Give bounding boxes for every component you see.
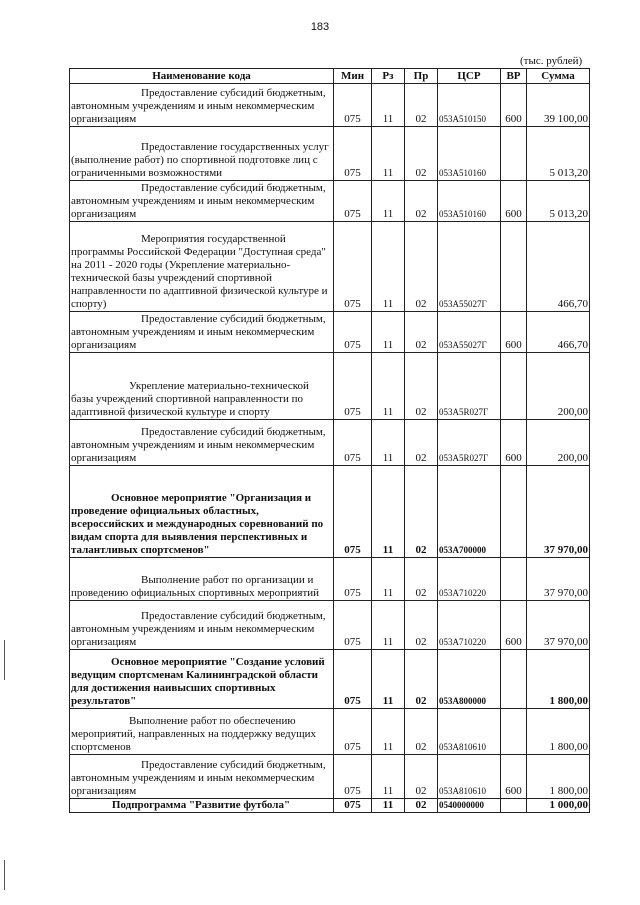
row-sum: 1 800,00 (527, 755, 590, 799)
row-rz: 11 (372, 799, 405, 813)
header-sum: Сумма (527, 69, 590, 84)
row-sum: 37 970,00 (527, 558, 590, 601)
row-vr (501, 222, 527, 312)
table-row (70, 222, 590, 312)
row-sum: 200,00 (527, 353, 590, 420)
row-pr: 02 (405, 799, 438, 813)
row-rz: 11 (372, 709, 405, 755)
table-row (70, 650, 590, 709)
table-row (70, 558, 590, 601)
row-vr (501, 353, 527, 420)
row-sum: 1 000,00 (527, 799, 590, 813)
row-name: Предоставление субсидий бюджетным, автономным учреждениям и иным некоммерческим организациям (70, 601, 334, 650)
row-name: Подпрограмма "Развитие футбола" (70, 799, 334, 813)
row-sum: 466,70 (527, 312, 590, 353)
row-vr (501, 466, 527, 558)
row-csr: 053A710220 (438, 558, 501, 601)
row-csr: 053A55027Г (438, 312, 501, 353)
table-row (70, 127, 590, 181)
row-min: 075 (334, 353, 372, 420)
row-vr: 600 (501, 420, 527, 466)
row-min: 075 (334, 420, 372, 466)
row-vr: 600 (501, 312, 527, 353)
row-sum: 1 800,00 (527, 650, 590, 709)
row-name: Основное мероприятие "Организация и проведение официальных областных, всероссийских и международных соревнований по видам спорта для выявления перспективных и талантливых спортсменов" (70, 466, 334, 558)
scan-margin-mark (4, 640, 5, 680)
row-csr: 053A700000 (438, 466, 501, 558)
row-csr: 0540000000 (438, 799, 501, 813)
row-min: 075 (334, 799, 372, 813)
table-row (70, 709, 590, 755)
row-sum: 37 970,00 (527, 601, 590, 650)
row-pr: 02 (405, 353, 438, 420)
row-sum: 5 013,20 (527, 181, 590, 222)
row-csr: 053A800000 (438, 650, 501, 709)
row-rz: 11 (372, 181, 405, 222)
row-rz: 11 (372, 466, 405, 558)
header-pr: Пр (405, 69, 438, 84)
row-csr: 053A510150 (438, 84, 501, 127)
row-vr (501, 558, 527, 601)
row-pr: 02 (405, 601, 438, 650)
page-number: 183 (310, 21, 330, 33)
row-rz: 11 (372, 222, 405, 312)
units-label: (тыс. рублей) (520, 55, 583, 67)
row-min: 075 (334, 601, 372, 650)
row-name: Основное мероприятие "Создание условий ведущим спортсменам Калининградской области для достижения наивысших спортивных результатов" (70, 650, 334, 709)
row-rz: 11 (372, 127, 405, 181)
table-row (70, 353, 590, 420)
row-csr: 053A510160 (438, 127, 501, 181)
row-pr: 02 (405, 709, 438, 755)
row-csr: 053A810610 (438, 709, 501, 755)
row-min: 075 (334, 312, 372, 353)
table-row (70, 601, 590, 650)
row-sum: 200,00 (527, 420, 590, 466)
row-csr: 053A510160 (438, 181, 501, 222)
row-min: 075 (334, 466, 372, 558)
row-vr (501, 650, 527, 709)
row-pr: 02 (405, 312, 438, 353)
row-rz: 11 (372, 755, 405, 799)
row-rz: 11 (372, 312, 405, 353)
row-vr (501, 799, 527, 813)
row-name: Предоставление субсидий бюджетным, автономным учреждениям и иным некоммерческим организациям (70, 755, 334, 799)
row-name: Мероприятия государственной программы Российской Федерации "Доступная среда" на 2011 - 2020 годы (Укрепление материально-технической базы учреждений спортивной направленности по адаптивной физической культуре и спорту) (70, 222, 334, 312)
row-csr: 053A5R027Г (438, 420, 501, 466)
row-rz: 11 (372, 420, 405, 466)
row-pr: 02 (405, 466, 438, 558)
table-total-row (70, 799, 590, 813)
row-csr: 053A710220 (438, 601, 501, 650)
row-name: Предоставление субсидий бюджетным, автономным учреждениям и иным некоммерческим организациям (70, 420, 334, 466)
row-min: 075 (334, 222, 372, 312)
row-rz: 11 (372, 650, 405, 709)
row-sum: 37 970,00 (527, 466, 590, 558)
row-name: Выполнение работ по обеспечению мероприятий, направленных на поддержку ведущих спортсменов (70, 709, 334, 755)
row-min: 075 (334, 181, 372, 222)
row-pr: 02 (405, 755, 438, 799)
row-csr: 053A810610 (438, 755, 501, 799)
row-pr: 02 (405, 127, 438, 181)
row-pr: 02 (405, 650, 438, 709)
row-vr: 600 (501, 601, 527, 650)
row-name: Укрепление материально-технической базы учреждений спортивной направленности по адаптивной физической культуре и спорту (70, 353, 334, 420)
row-min: 075 (334, 755, 372, 799)
table-header-row (70, 69, 590, 84)
row-name: Предоставление субсидий бюджетным, автономным учреждениям и иным некоммерческим организациям (70, 181, 334, 222)
row-vr: 600 (501, 755, 527, 799)
header-name: Наименование кода (70, 69, 334, 84)
row-pr: 02 (405, 84, 438, 127)
table-row (70, 420, 590, 466)
row-sum: 5 013,20 (527, 127, 590, 181)
row-name: Предоставление государственных услуг (выполнение работ) по спортивной подготовке лиц с ограниченными возможностями (70, 127, 334, 181)
budget-table (69, 68, 590, 813)
scan-margin-mark (4, 860, 5, 890)
table-row (70, 755, 590, 799)
row-pr: 02 (405, 222, 438, 312)
row-csr: 053A55027Г (438, 222, 501, 312)
row-pr: 02 (405, 181, 438, 222)
row-min: 075 (334, 558, 372, 601)
table-row (70, 312, 590, 353)
header-rz: Рз (372, 69, 405, 84)
row-name: Выполнение работ по организации и проведению официальных спортивных мероприятий (70, 558, 334, 601)
row-sum: 1 800,00 (527, 709, 590, 755)
row-rz: 11 (372, 601, 405, 650)
row-sum: 466,70 (527, 222, 590, 312)
row-vr: 600 (501, 84, 527, 127)
row-rz: 11 (372, 84, 405, 127)
row-csr: 053A5R027Г (438, 353, 501, 420)
row-min: 075 (334, 709, 372, 755)
row-rz: 11 (372, 558, 405, 601)
header-min: Мин (334, 69, 372, 84)
row-pr: 02 (405, 420, 438, 466)
table-row (70, 181, 590, 222)
row-vr (501, 709, 527, 755)
header-vr: ВР (501, 69, 527, 84)
header-csr: ЦСР (438, 69, 501, 84)
row-name: Предоставление субсидий бюджетным, автономным учреждениям и иным некоммерческим организациям (70, 312, 334, 353)
row-min: 075 (334, 650, 372, 709)
row-rz: 11 (372, 353, 405, 420)
table-row (70, 84, 590, 127)
table-row (70, 466, 590, 558)
row-min: 075 (334, 127, 372, 181)
row-sum: 39 100,00 (527, 84, 590, 127)
row-vr (501, 127, 527, 181)
row-pr: 02 (405, 558, 438, 601)
row-min: 075 (334, 84, 372, 127)
row-vr: 600 (501, 181, 527, 222)
row-name: Предоставление субсидий бюджетным, автономным учреждениям и иным некоммерческим организациям (70, 84, 334, 127)
